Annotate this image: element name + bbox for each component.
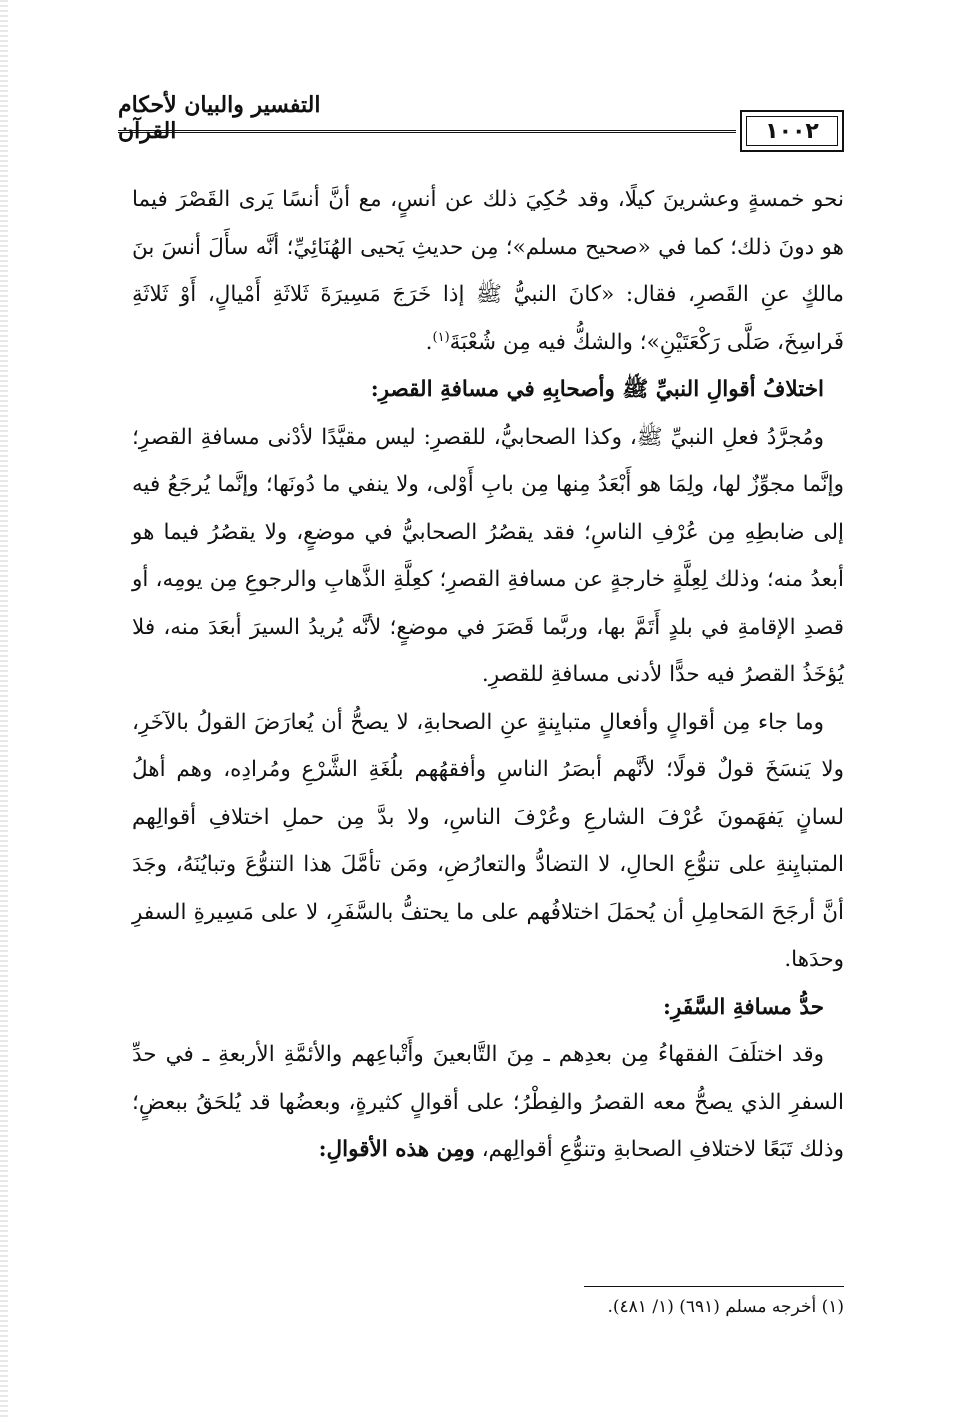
scan-edge <box>0 0 8 1417</box>
paragraph-1-text: نحو خمسةٍ وعشرينَ كيلًا، وقد حُكِيَ ذلك عن أنسٍ، مع أنَّ أنسًا يَرى القَصْرَ فيما هو دونَ ذلك؛ كما في «صحيح مسلم»؛ مِن حديثِ يَحيى الهُنَائِيِّ؛ أنَّه سأَلَ أنسَ بنَ مالكٍ عنِ القَصرِ، فقال: «كانَ النبيُّ ﷺ إذا خَرَجَ مَسِيرَةَ ثَلاثَةِ أَمْيالٍ، أَوْ ثَلاثَةِ فَراسِخَ، صَلَّى رَكْعَتَيْنِ»؛ والشكُّ فيه مِن شُعْبَةَ <box>132 187 844 355</box>
paragraph-1 <box>132 176 844 366</box>
footnote: (١) أخرجه مسلم (٦٩١) (١/ ٤٨١). <box>607 1297 844 1317</box>
section-heading-differences: اختلافُ أقوالِ النبيِّ ﷺ وأصحابِهِ في مسافةِ القصرِ: <box>370 377 824 402</box>
footnote-reference: (١) <box>432 329 450 345</box>
paragraph-2: ومُجرَّدُ فعلِ النبيِّ ﷺ، وكذا الصحابيُّ، للقصرِ: ليس مقيَّدًا لأدْنى مسافةِ القصرِ؛ وإنَّما مجوِّزٌ لها، ولِمَا هو أَبْعَدُ مِنها مِن بابِ أَوْلى، ولا ينفي ما دُونَها؛ وإنَّما يُرجَعُ فيه إلى ضابطِهِ مِن عُرْفِ الناسِ؛ فقد يقصُرُ الصحابيُّ في موضعٍ، ولا يقصُرُ فيما هو أبعدُ منه؛ وذلك لِعِلَّةٍ خارجةٍ عن مسافةِ القصرِ؛ كعِلَّةِ الذَّهابِ والرجوعِ مِن يومِه، أو قصدِ الإقامةِ في بلدٍ أَتَمَّ بها، وربَّما قَصَرَ في موضعٍ؛ لأنَّه يُريدُ السيرَ أبعَدَ منه، فلا يُؤخَذُ القصرُ فيه حدًّا لأدنى مسافةِ للقصرِ. <box>132 424 844 687</box>
running-header <box>118 92 844 162</box>
footnote-divider <box>584 1286 844 1287</box>
page-number: ١٠٠٢ <box>765 118 819 144</box>
paragraph-4-bold: ومِن هذه الأقوالِ: <box>318 1137 475 1162</box>
paragraph-4-text: وقد اختلَفَ الفقهاءُ مِن بعدِهم ـ مِنَ التَّابعينَ وأَتْباعِهم والأئمَّةِ الأربعةِ ـ في حدِّ السفرِ الذي يصحُّ معه القصرُ والفِطْرُ؛ على أقوالٍ كثيرةٍ، وبعضُها قد يُلحَقُ ببعضٍ؛ وذلك تَبَعًا لاختلافِ الصحابةِ وتنوُّعِ أقوالِهم، <box>132 1042 844 1162</box>
main-text <box>132 176 844 1174</box>
paragraph-1-end: . <box>425 329 433 355</box>
page-number-frame <box>740 110 844 152</box>
book-title: التفسير والبيان لأحكام القرآن <box>118 92 321 144</box>
section-heading-travel-distance: حدُّ مسافةِ السَّفَرِ: <box>663 994 824 1020</box>
header-rule <box>118 130 736 133</box>
paragraph-4 <box>132 1031 844 1174</box>
paragraph-3: وما جاء مِن أقوالٍ وأفعالٍ متبايِنةٍ عنِ الصحابةِ، لا يصحُّ أن يُعارَضَ القولُ بالآخَرِ، ولا يَنسَخَ قولٌ قولًا؛ لأنَّهم أبصَرُ الناسِ وأفقهُهم بلُغَةِ الشَّرْعِ ومُرادِه، وهم أهلُ لسانٍ يَفهَمونَ عُرْفَ الشارعِ وعُرْفَ الناسِ، ولا بدَّ مِن حملِ اختلافِ أقوالِهم المتبايِنةِ على تنوُّعِ الحالِ، لا التضادُّ والتعارُضِ، ومَن تأمَّلَ هذا التنوُّعَ وتبايُنَهُ، وجَدَ أنَّ أرجَحَ المَحامِلِ أن يُحمَلَ اختلافُهم على ما يحتفُّ بالسَّفَرِ، لا على مَسِيرةِ السفرِ وحدَها. <box>132 709 844 972</box>
